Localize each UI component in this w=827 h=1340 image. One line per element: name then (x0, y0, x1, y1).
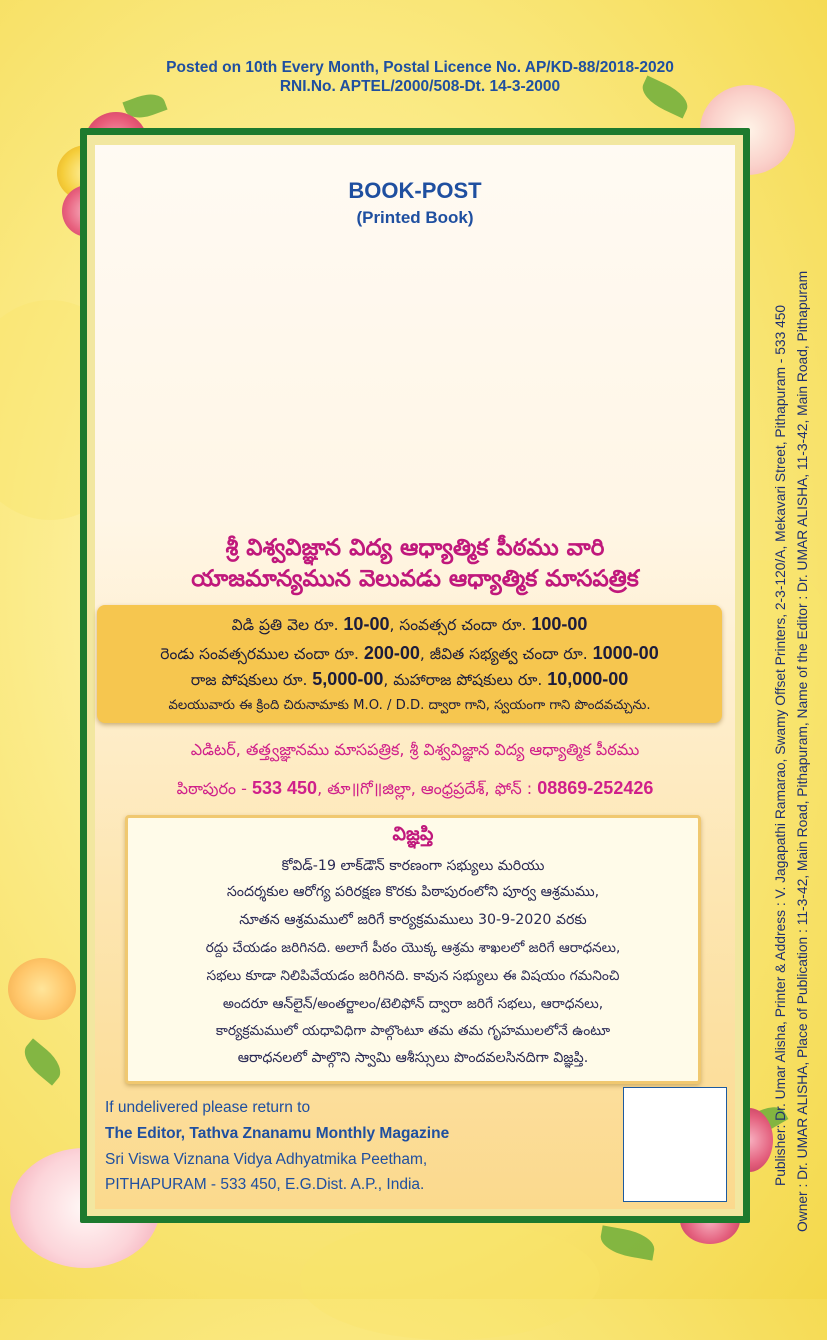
leaf-decoration (598, 1225, 657, 1260)
return-address-city: PITHAPURAM - 533 450, E.G.Dist. A.P., India. (105, 1176, 425, 1193)
daisy-flower-icon (8, 958, 76, 1020)
return-address-editor: The Editor, Tathva Znanamu Monthly Magazine (105, 1125, 450, 1142)
editor-address-line1: ఎడిటర్, తత్త్వజ్ఞానము మాసపత్రిక, శ్రీ విశ్వవిజ్ఞాన విద్య ఆధ్యాత్మిక పీఠము (190, 740, 640, 759)
notice-line: రద్దు చేయడం జరిగినది. అలాగే పీఠం యొక్క ఆశ్రమ శాఖలలో జరిగే ఆరాధనలు, (205, 940, 621, 956)
magazine-heading-line2: యాజమాన్యమున వెలువడు ఆధ్యాత్మిక మాసపత్రిక (191, 566, 639, 592)
notice-title: విజ్ఞప్తి (392, 823, 434, 845)
background-blot (300, 1220, 600, 1340)
leaf-decoration (18, 1038, 68, 1085)
postal-licence-text: Posted on 10th Every Month, Postal Licence No. AP/KD-88/2018-2020 (166, 59, 674, 76)
price-line-2: రెండు సంవత్సరముల చందా రూ. 200-00, జీవిత సభ్యత్వ చందా రూ. 1000-00 (160, 643, 659, 663)
notice-line: నూతన ఆశ్రమములో జరిగే కార్యక్రమములు 30-9-2020 వరకు (239, 912, 587, 928)
return-address-peetham: Sri Viswa Viznana Vidya Adhyatmika Peetham, (105, 1151, 428, 1168)
notice-line: అందరూ ఆన్‌లైన్/అంతర్జాలం/టెలిఫోన్ ద్వారా జరిగే సభలు, ఆరాధనలు, (222, 996, 604, 1012)
notice-line: సభలు కూడా నిలిపివేయడం జరిగినది. కావున సభ్యులు ఈ విషయం గమనించి (206, 968, 620, 984)
stamp-box (623, 1087, 727, 1202)
notice-line: కోవిడ్-19 లాక్‌డౌన్ కారణంగా సభ్యులు మరియు (281, 858, 545, 874)
magazine-heading-line1: శ్రీ విశ్వవిజ్ఞాన విద్య ఆధ్యాత్మిక పీఠము వారి (225, 535, 605, 561)
owner-side-text: Owner : Dr. UMAR ALISHA, Place of Publication : 11-3-42, Main Road, Pithapuram, Name of the Editor : Dr. UMAR ALISHA, 11-3-42, Main Road, Pithapuram (795, 270, 810, 1232)
notice-line: సందర్శకుల ఆరోగ్య పరిరక్షణ కొరకు పిఠాపురంలోని పూర్వ ఆశ్రమము, (226, 884, 600, 900)
price-line-4: వలయువారు ఈ క్రింది చిరునామాకు M.O. / D.D. ద్వారా గాని, స్వయంగా గాని పొందవచ్చును. (168, 698, 651, 713)
postal-header (100, 58, 740, 96)
price-line-1: విడి ప్రతి వెల రూ. 10-00, సంవత్సర చందా రూ. 100-00 (231, 614, 588, 634)
notice-line: ఆరాధనలలో పాల్గొని స్వామి ఆశీస్సులు పొందవలసినదిగా విజ్ఞప్తి. (237, 1050, 589, 1066)
return-address-intro: If undelivered please return to (105, 1099, 311, 1116)
rni-number-text: RNI.No. APTEL/2000/508-Dt. 14-3-2000 (279, 78, 561, 95)
book-post-title: BOOK-POST (348, 178, 482, 203)
notice-line: కార్యక్రమములో యధావిధిగా పాల్గొంటూ తమ తమ గృహములలోనే ఉంటూ (215, 1023, 611, 1039)
publisher-side-text: Publisher: Dr. Umar Alisha, Printer & Address : V. Jagapathi Ramarao, Swamy Offset Printers, 2-3-120/A, Mekavari Street, Pithapuram - 533 450 (773, 304, 788, 1186)
printed-book-subtitle: (Printed Book) (356, 208, 474, 227)
price-line-3: రాజ పోషకులు రూ. 5,000-00, మహారాజ పోషకులు రూ. 10,000-00 (190, 669, 629, 689)
editor-address-line2: పిఠాపురం - 533 450, తూ॥గో॥జిల్లా, ఆంధ్రప్రదేశ్, ఫోన్ : 08869-252426 (176, 778, 654, 798)
